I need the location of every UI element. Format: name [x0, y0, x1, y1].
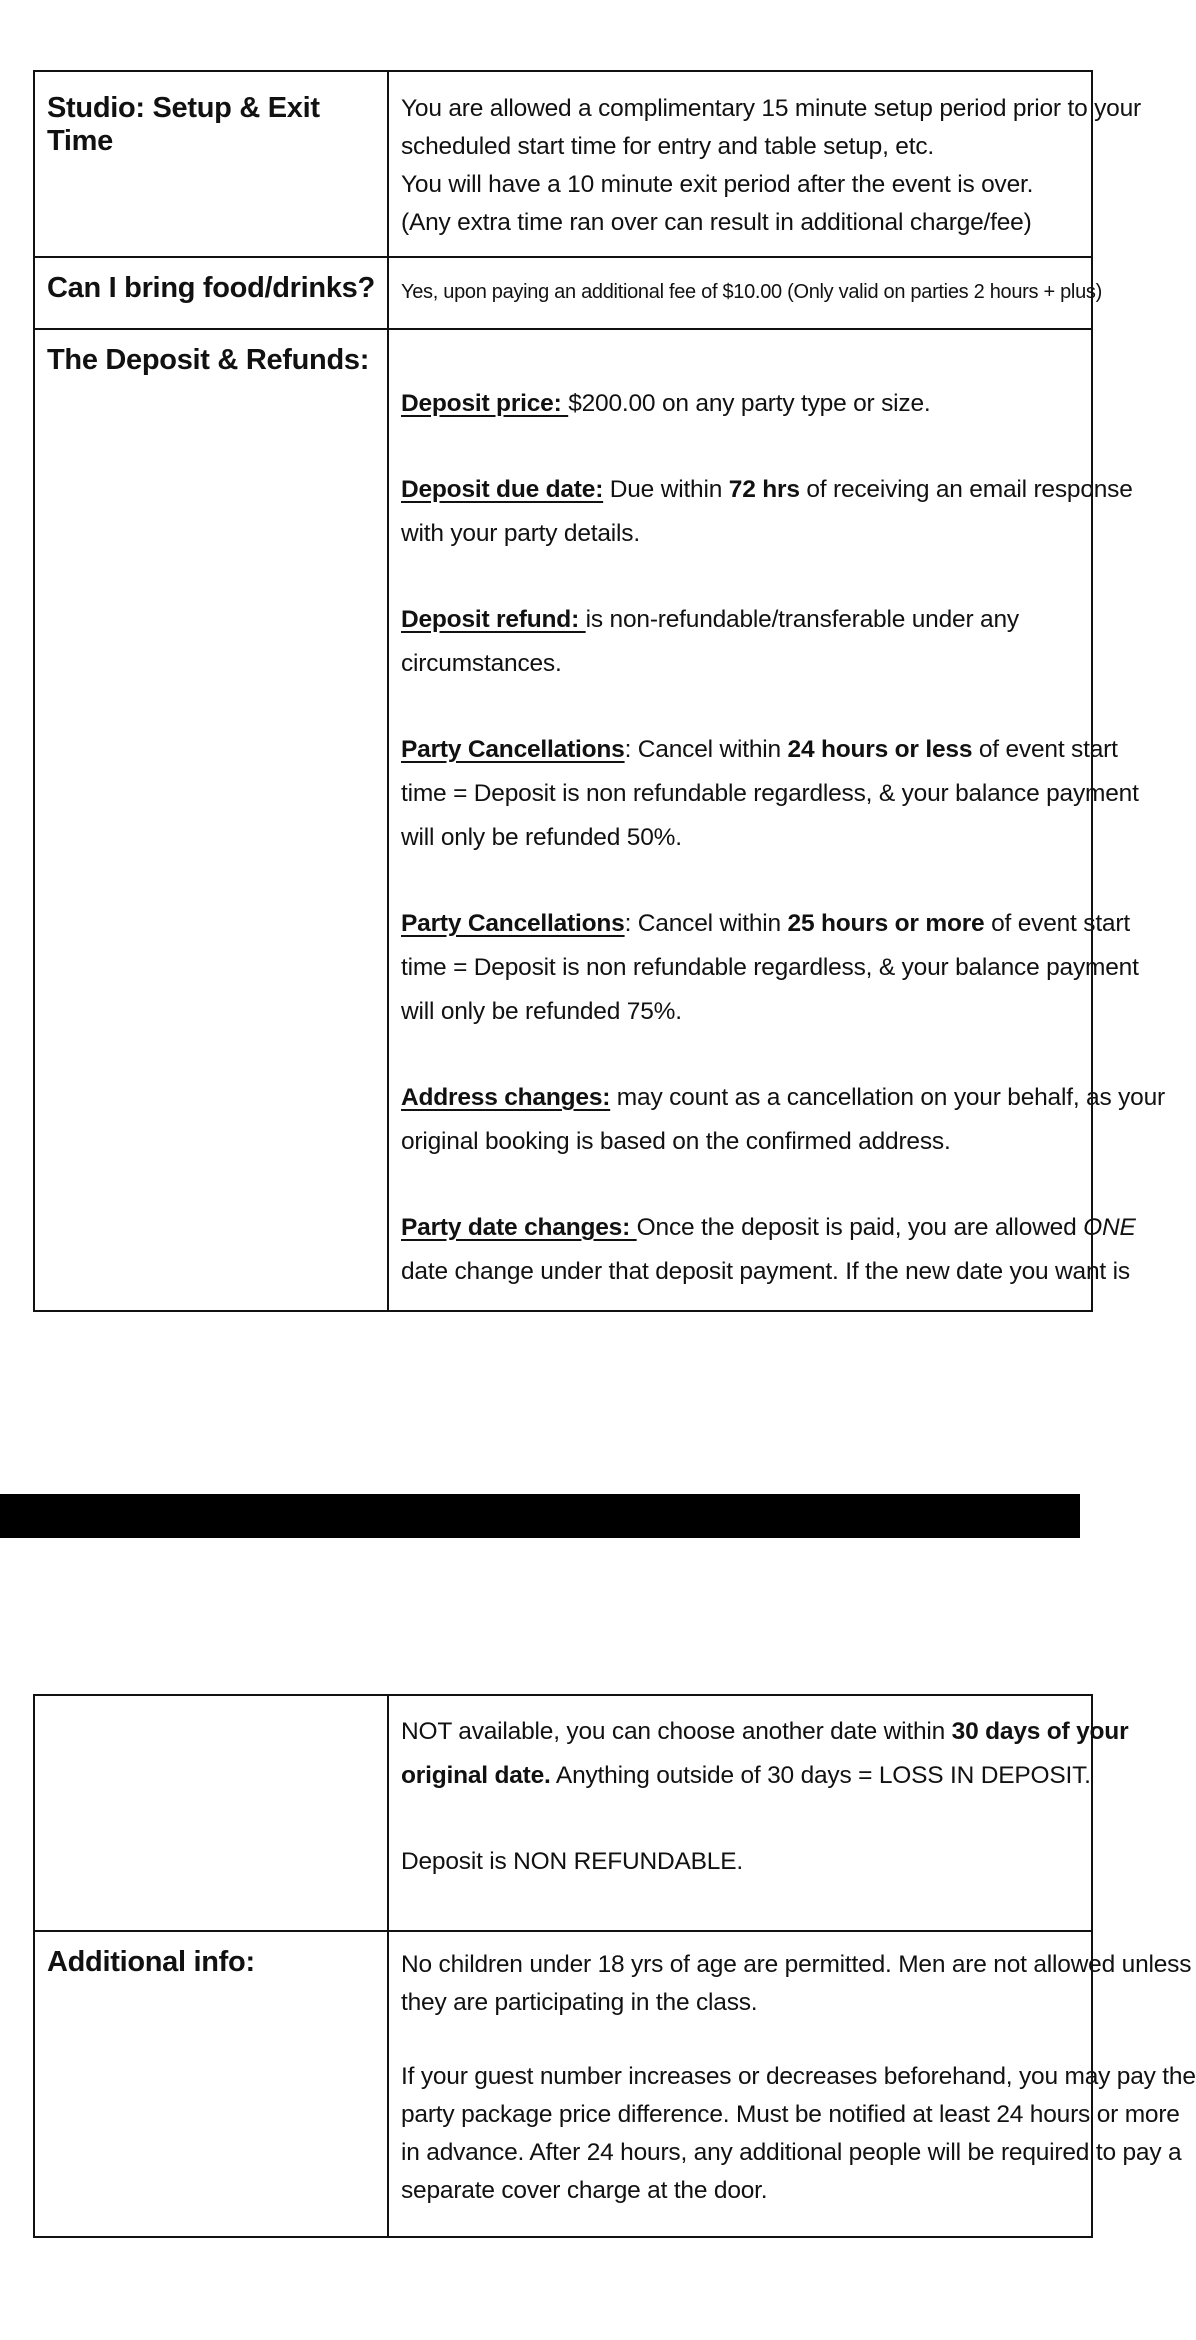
table-row-deposit: The Deposit & Refunds: Deposit price: $200.00 on any party type or size. Deposit due date: Due within 72 hrs of receiving an email response with your party details. Deposit refund: is non-refundable/transferable under any circumstances. Party Cancellations: Cancel within 24 hours or less of event start time = Deposit is non refundable regardless, & your balance payment will only be refunded 50%. Party Cancellations: Cancel within 25 hours or more of event start time = Deposit is non refundable regardless, & your balance payment will only be refunded 75%. Address changes: may count as a cancellation on your behalf, as your original booking is based on the confirmed address. Party date changes: Once the deposit is paid, you are allowed ONE date change under that deposit payment. If the new date you want is [34, 329, 1092, 1311]
party-cancellations-25: Party Cancellations: Cancel within 25 hours or more of event start [401, 910, 1130, 937]
food-answer: Yes, upon paying an additional fee of $10.00 (Only valid on parties 2 hours + plus) [401, 281, 1102, 303]
date-change-continued-2: original date. Anything outside of 30 days = LOSS IN DEPOSIT. [401, 1762, 1091, 1789]
row-label-deposit: The Deposit & Refunds: [47, 344, 370, 376]
page-divider [0, 1494, 1080, 1538]
deposit-refund: Deposit refund: is non-refundable/transferable under any [401, 606, 1019, 633]
additional-line-2: they are participating in the class. [401, 1989, 758, 2016]
additional-line-5: in advance. After 24 hours, any additional people will be required to pay a [401, 2139, 1182, 2166]
policy-table-2 [33, 1694, 1196, 2238]
row-label-setup: Studio: Setup & Exit Time [47, 92, 320, 157]
setup-line-3: You will have a 10 minute exit period after the event is over. [401, 171, 1034, 198]
deposit-due-date: Deposit due date: Due within 72 hrs of receiving an email response [401, 476, 1133, 503]
party-cancellations-24: Party Cancellations: Cancel within 24 hours or less of event start [401, 736, 1118, 763]
additional-line-4: party package price difference. Must be notified at least 24 hours or more [401, 2101, 1180, 2128]
additional-line-3: If your guest number increases or decreases beforehand, you may pay the [401, 2063, 1196, 2090]
row-label-food: Can I bring food/drinks? [47, 272, 375, 304]
setup-line-2: scheduled start time for entry and table setup, etc. [401, 133, 934, 160]
row-label-additional: Additional info: [47, 1946, 255, 1978]
document-page-2 [0, 1538, 1196, 2340]
party-date-changes: Party date changes: Once the deposit is paid, you are allowed ONE [401, 1214, 1136, 1241]
address-changes: Address changes: may count as a cancellation on your behalf, as your [401, 1084, 1165, 1111]
setup-line-1: You are allowed a complimentary 15 minute setup period prior to your [401, 95, 1141, 122]
additional-line-6: separate cover charge at the door. [401, 2177, 768, 2204]
setup-line-4: (Any extra time ran over can result in additional charge/fee) [401, 209, 1032, 236]
table-row-setup [34, 71, 1092, 257]
table-row-additional [34, 1931, 1092, 2237]
date-change-continued-1: NOT available, you can choose another date within 30 days of your [401, 1718, 1129, 1745]
deposit-non-refundable: Deposit is NON REFUNDABLE. [401, 1848, 743, 1875]
policy-table-1 [33, 70, 1165, 1312]
deposit-price: Deposit price: $200.00 on any party type or size. [401, 390, 931, 417]
additional-line-1: No children under 18 yrs of age are permitted. Men are not allowed unless [401, 1951, 1192, 1978]
table-row-food [34, 257, 1092, 329]
table-row-continued [34, 1695, 1092, 1931]
